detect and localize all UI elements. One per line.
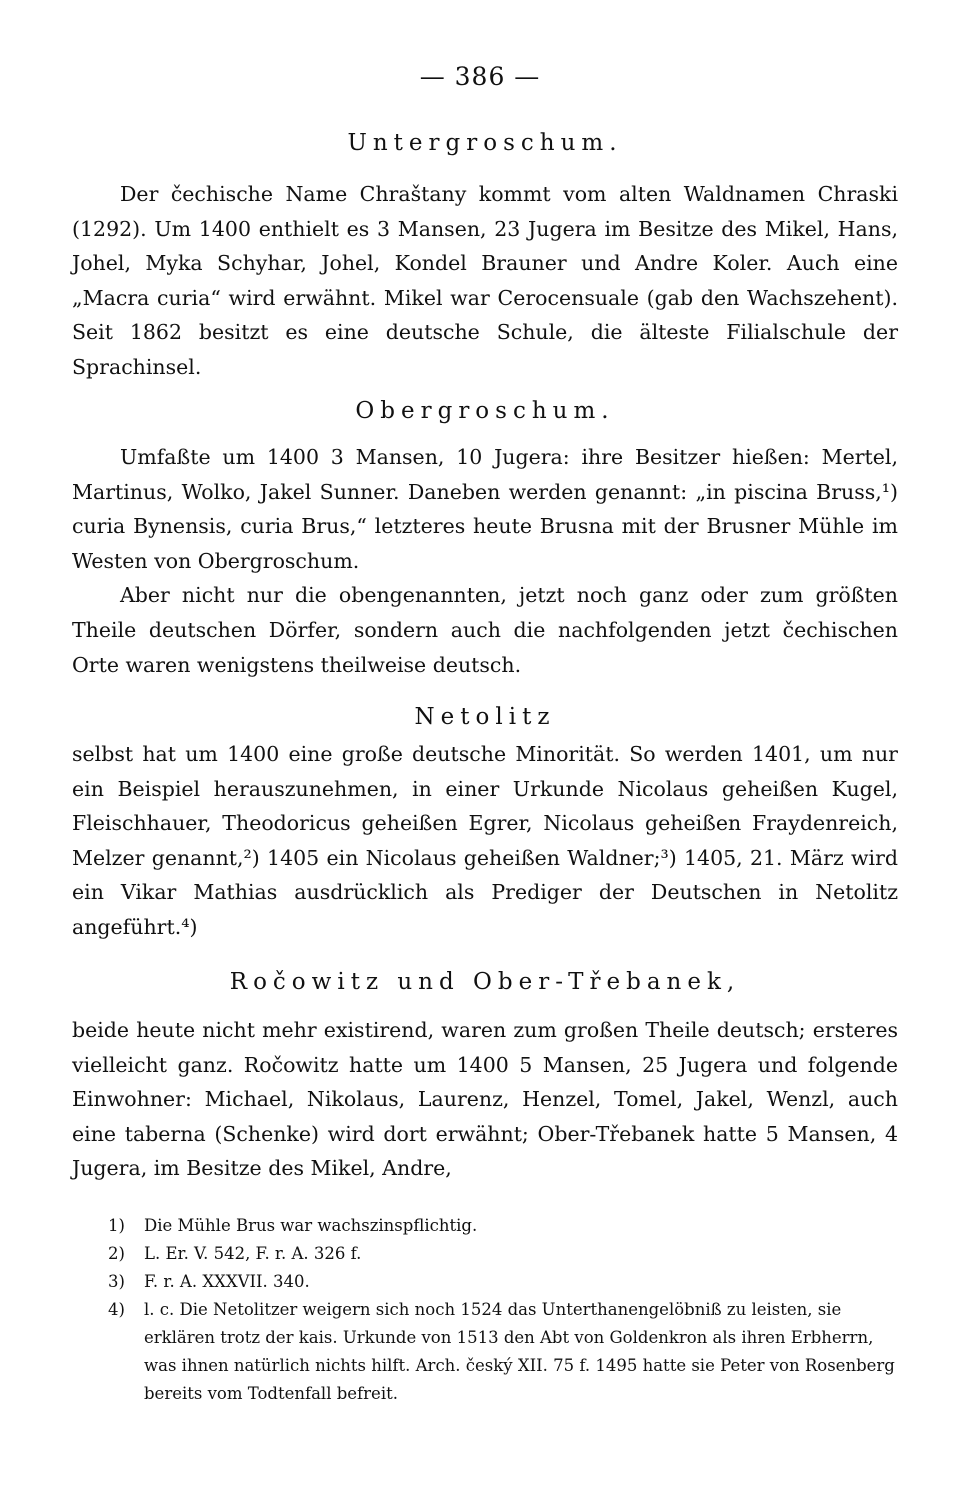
- footnote-text: l. c. Die Netolitzer weigern sich noch 1524 das Unterthanengelöbniß zu leisten, sie erklären trotz der kais. Urkunde von 1513 den Abt von Goldenkron als ihren Erbherrn, was ihnen natürlich nichts hilft. Arch. český XII. 75 f. 1495 hatte sie Peter von Rosenberg bereits vom Todtenfall befreit.: [144, 1300, 895, 1403]
- section-body-netolitz: [72, 737, 898, 945]
- footnote-text: L. Er. V. 542, F. r. A. 326 f.: [144, 1244, 362, 1263]
- footnote-marker: 1): [108, 1216, 125, 1235]
- footnote-marker: 3): [108, 1272, 125, 1291]
- section-body-untergroschum: [72, 177, 898, 385]
- footnote-marker: 2): [108, 1244, 125, 1263]
- paragraph: selbst hat um 1400 eine große deutsche Minorität. So werden 1401, um nur ein Beispiel herauszunehmen, in einer Urkunde Nicolaus geheißen Kugel, Fleischhauer, Theodoricus geheißen Egrer, Nicolaus geheißen Fraydenreich, Melzer genannt,²) 1405 ein Nicolaus geheißen Waldner;³) 1405, 21. März wird ein Vikar Mathias ausdrücklich als Prediger der Deutschen in Netolitz angeführt.⁴): [72, 742, 898, 939]
- page-number: — 386 —: [419, 62, 541, 91]
- section-body-obergroschum: [72, 440, 898, 682]
- section-heading-obergroschum: Obergroschum.: [355, 398, 615, 424]
- paragraph: beide heute nicht mehr existirend, waren zum großen Theile deutsch; ersteres vielleicht ganz. Ročowitz hatte um 1400 5 Mansen, 25 Jugera und folgende Einwohner: Michael, Nikolaus, Laurenz, Henzel, Tomel, Jakel, Wenzl, auch eine taberna (Schenke) wird dort erwähnt; Ober-Třebanek hatte 5 Mansen, 4 Jugera, im Besitze des Mikel, Andre,: [72, 1018, 898, 1181]
- footnotes: [108, 1212, 898, 1408]
- footnote-marker: 4): [108, 1300, 125, 1319]
- paragraph: Umfaßte um 1400 3 Mansen, 10 Jugera: ihre Besitzer hießen: Mertel, Martinus, Wolko, Jakel Sunner. Daneben werden genannt: „in piscina Bruss,¹) curia Bynensis, curia Brus,“ letzteres heute Brusna mit der Brusner Mühle im Westen von Obergroschum.: [72, 445, 898, 573]
- footnote-3: [108, 1268, 898, 1296]
- paragraph: Der čechische Name Chraštany kommt vom alten Waldnamen Chraski (1292). Um 1400 enthielt es 3 Mansen, 23 Jugera im Besitze des Mikel, Hans, Johel, Myka Schyhar, Johel, Kondel Brauner und Andre Koler. Auch eine „Macra curia“ wird erwähnt. Mikel war Cerocensuale (gab den Wachszehent). Seit 1862 besitzt es eine deutsche Schule, die älteste Filialschule der Sprachinsel.: [72, 182, 898, 379]
- footnote-1: [108, 1212, 898, 1240]
- footnote-text: Die Mühle Brus war wachszinspflichtig.: [144, 1216, 478, 1235]
- section-heading-rocowitz: Ročowitz und Ober-Třebanek,: [229, 969, 741, 995]
- footnote-4: [108, 1296, 898, 1408]
- paragraph: Aber nicht nur die obengenannten, jetzt noch ganz oder zum größten Theile deutschen Dörfer, sondern auch die nachfolgenden jetzt čechischen Orte waren wenigstens theilweise deutsch.: [72, 583, 898, 677]
- section-heading-netolitz: Netolitz: [414, 704, 556, 730]
- section-body-rocowitz: [72, 1013, 898, 1186]
- section-heading-untergroschum: Untergroschum.: [347, 130, 623, 156]
- footnote-2: [108, 1240, 898, 1268]
- footnote-text: F. r. A. XXXVII. 340.: [144, 1272, 310, 1291]
